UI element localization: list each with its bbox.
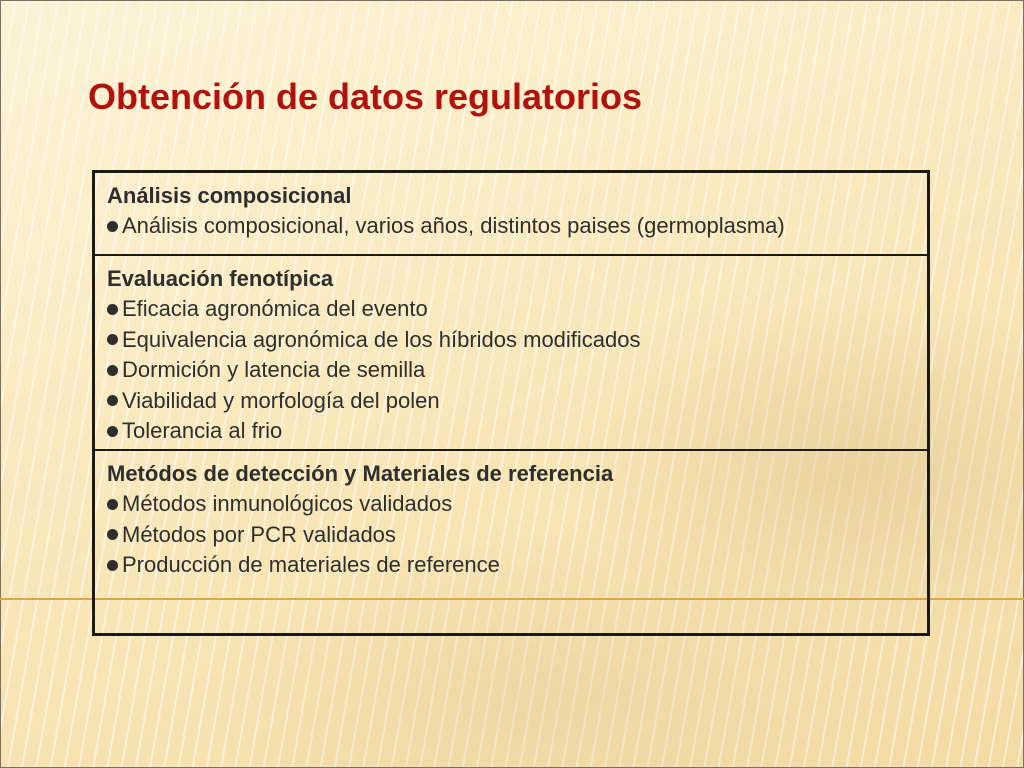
section-evaluacion-fenotipica xyxy=(95,256,927,451)
bullet-icon xyxy=(107,304,118,315)
section-title: Evaluación fenotípica xyxy=(107,266,334,291)
bullet-icon xyxy=(107,334,118,345)
section-title: Análisis composicional xyxy=(107,183,352,208)
list-item xyxy=(107,550,915,581)
list-item xyxy=(107,294,915,325)
list-item xyxy=(107,355,915,386)
list-item-text: Dormición y latencia de semilla xyxy=(122,357,426,382)
slide-title: Obtención de datos regulatorios xyxy=(88,76,643,117)
bullet-icon xyxy=(107,499,118,510)
section-metodos-deteccion xyxy=(95,451,927,633)
bullet-list xyxy=(107,489,915,581)
section-title: Metódos de detección y Materiales de referencia xyxy=(107,461,614,486)
list-item-text: Análisis composicional, varios años, distintos paises (germoplasma) xyxy=(122,213,785,238)
list-item xyxy=(107,325,915,356)
list-item-text: Tolerancia al frio xyxy=(122,418,283,443)
bullet-icon xyxy=(107,426,118,437)
list-item-text: Métodos por PCR validados xyxy=(122,521,396,547)
bullet-icon xyxy=(107,395,118,406)
list-item-text: Producción de materiales de reference xyxy=(122,552,500,577)
list-item xyxy=(107,386,915,417)
section-analisis-composicional xyxy=(95,173,927,256)
bullet-icon xyxy=(107,529,118,540)
list-item-text: Viabilidad y morfología del polen xyxy=(122,387,440,413)
list-item xyxy=(107,489,915,520)
bullet-list xyxy=(107,294,915,447)
list-item xyxy=(107,416,915,447)
bullet-icon xyxy=(107,221,118,232)
content-table xyxy=(92,170,930,636)
bullet-icon xyxy=(107,365,118,376)
list-item xyxy=(107,520,915,551)
list-item-text: Equivalencia agronómica de los híbridos modificados xyxy=(122,326,641,352)
list-item-text: Métodos inmunológicos validados xyxy=(122,491,453,516)
bullet-list xyxy=(107,211,915,242)
list-item xyxy=(107,211,915,242)
bullet-icon xyxy=(107,560,118,571)
list-item-text: Eficacia agronómica del evento xyxy=(122,296,428,321)
